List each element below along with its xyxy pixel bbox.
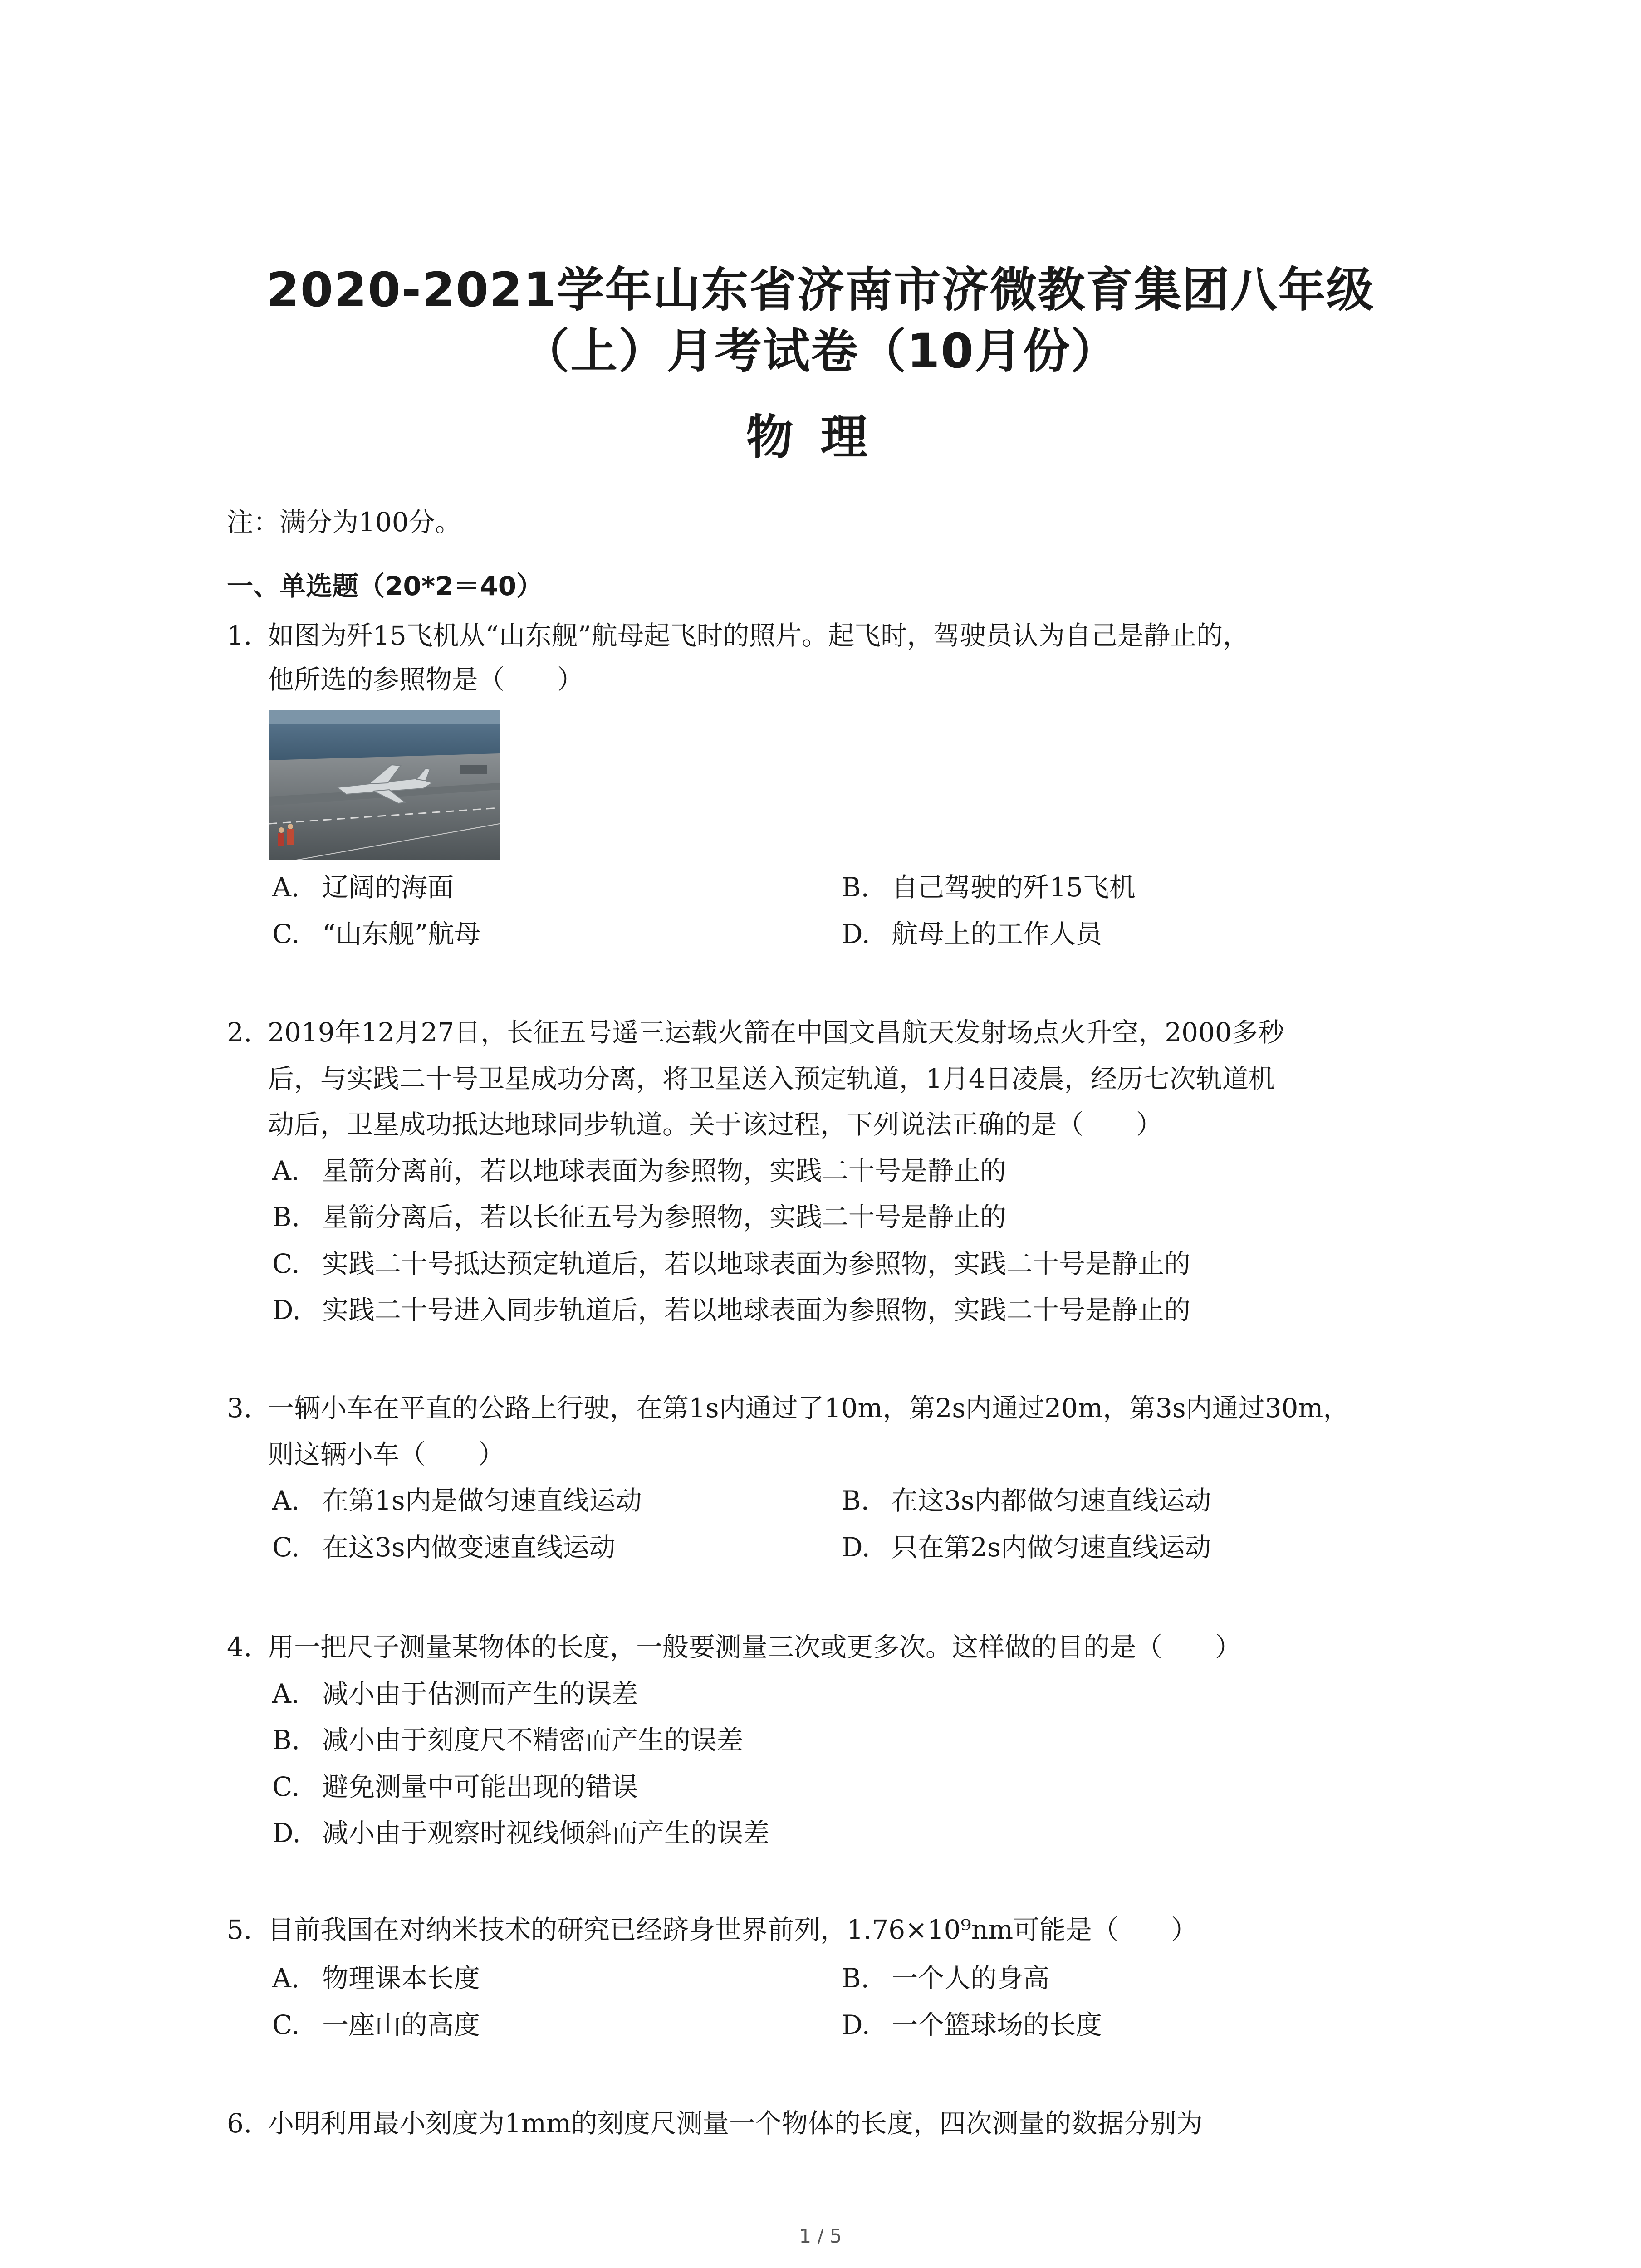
score-note: 注：满分为100分。 xyxy=(227,507,461,538)
question-1-line-2: 他所选的参照物是（ ） xyxy=(268,664,584,695)
question-5-option-a: A. 物理课本长度 xyxy=(272,1963,480,1994)
question-1-line-1: 1. 如图为歼15飞机从“山东舰”航母起飞时的照片。起飞时，驾驶员认为自己是静止的， xyxy=(227,620,1249,651)
question-2-line-2: 后，与实践二十号卫星成功分离，将卫星送入预定轨道，1月4日凌晨，经历七次轨道机 xyxy=(268,1063,1275,1094)
question-4-option-c: C. 避免测量中可能出现的错误 xyxy=(272,1771,638,1802)
aircraft-carrier-photo xyxy=(269,710,500,860)
question-1-option-b: B. 自己驾驶的歼15飞机 xyxy=(842,872,1136,903)
question-2-line-3: 动后，卫星成功抵达地球同步轨道。关于该过程，下列说法正确的是（ ） xyxy=(268,1109,1163,1140)
question-5-option-b: B. 一个人的身高 xyxy=(842,1963,1050,1994)
question-4-line-1: 4. 用一把尺子测量某物体的长度，一般要测量三次或更多次。这样做的目的是（ ） xyxy=(227,1632,1242,1662)
question-number: 4. xyxy=(227,1632,252,1662)
question-2-option-b: B. 星箭分离后，若以长征五号为参照物，实践二十号是静止的 xyxy=(272,1202,1007,1232)
question-4-option-d: D. 减小由于观察时视线倾斜而产生的误差 xyxy=(272,1818,770,1848)
question-3-option-b: B. 在这3s内都做匀速直线运动 xyxy=(842,1485,1211,1516)
question-3-line-1: 3. 一辆小车在平直的公路上行驶，在第1s内通过了10m，第2s内通过20m，第3s内通过30m， xyxy=(227,1393,1350,1423)
question-2-option-c: C. 实践二十号抵达预定轨道后，若以地球表面为参照物，实践二十号是静止的 xyxy=(272,1248,1191,1279)
question-number: 2. xyxy=(227,1017,252,1048)
question-1-option-c: C. “山东舰”航母 xyxy=(272,919,481,949)
question-2-option-a: A. 星箭分离前，若以地球表面为参照物，实践二十号是静止的 xyxy=(272,1155,1007,1186)
exam-title-line2: （上）月考试卷（10月份） xyxy=(522,323,1119,379)
question-1-option-a: A. 辽阔的海面 xyxy=(272,872,454,903)
exam-title-line1: 2020-2021学年山东省济南市济微教育集团八年级 xyxy=(266,262,1375,318)
question-number: 5. xyxy=(227,1914,252,1945)
subject-title: 物理 xyxy=(746,410,895,465)
question-6-line-1: 6. 小明利用最小刻度为1mm的刻度尺测量一个物体的长度，四次测量的数据分别为 xyxy=(227,2108,1203,2139)
question-3-option-d: D. 只在第2s内做匀速直线运动 xyxy=(842,1532,1211,1563)
question-4-option-a: A. 减小由于估测而产生的误差 xyxy=(272,1678,638,1709)
question-3-option-a: A. 在第1s内是做匀速直线运动 xyxy=(272,1485,642,1516)
question-3-line-2: 则这辆小车（ ） xyxy=(268,1439,505,1470)
question-number: 1. xyxy=(227,620,252,651)
question-number: 6. xyxy=(227,2108,252,2139)
question-5-option-c: C. 一座山的高度 xyxy=(272,2009,480,2040)
question-number: 3. xyxy=(227,1393,252,1423)
question-1-option-d: D. 航母上的工作人员 xyxy=(842,919,1102,949)
page-number: 1 / 5 xyxy=(799,2225,842,2247)
question-5-option-d: D. 一个篮球场的长度 xyxy=(842,2009,1102,2040)
question-4-option-b: B. 减小由于刻度尺不精密而产生的误差 xyxy=(272,1725,744,1755)
question-3-option-c: C. 在这3s内做变速直线运动 xyxy=(272,1532,616,1563)
question-2-option-d: D. 实践二十号进入同步轨道后，若以地球表面为参照物，实践二十号是静止的 xyxy=(272,1295,1191,1325)
question-2-line-1: 2. 2019年12月27日，长征五号遥三运载火箭在中国文昌航天发射场点火升空，2000多秒 xyxy=(227,1017,1284,1048)
section-heading: 一、单选题（20*2＝40） xyxy=(227,571,543,601)
question-5-line-1: 5. 目前我国在对纳米技术的研究已经跻身世界前列，1.76×10⁹nm可能是（ ） xyxy=(227,1914,1198,1945)
